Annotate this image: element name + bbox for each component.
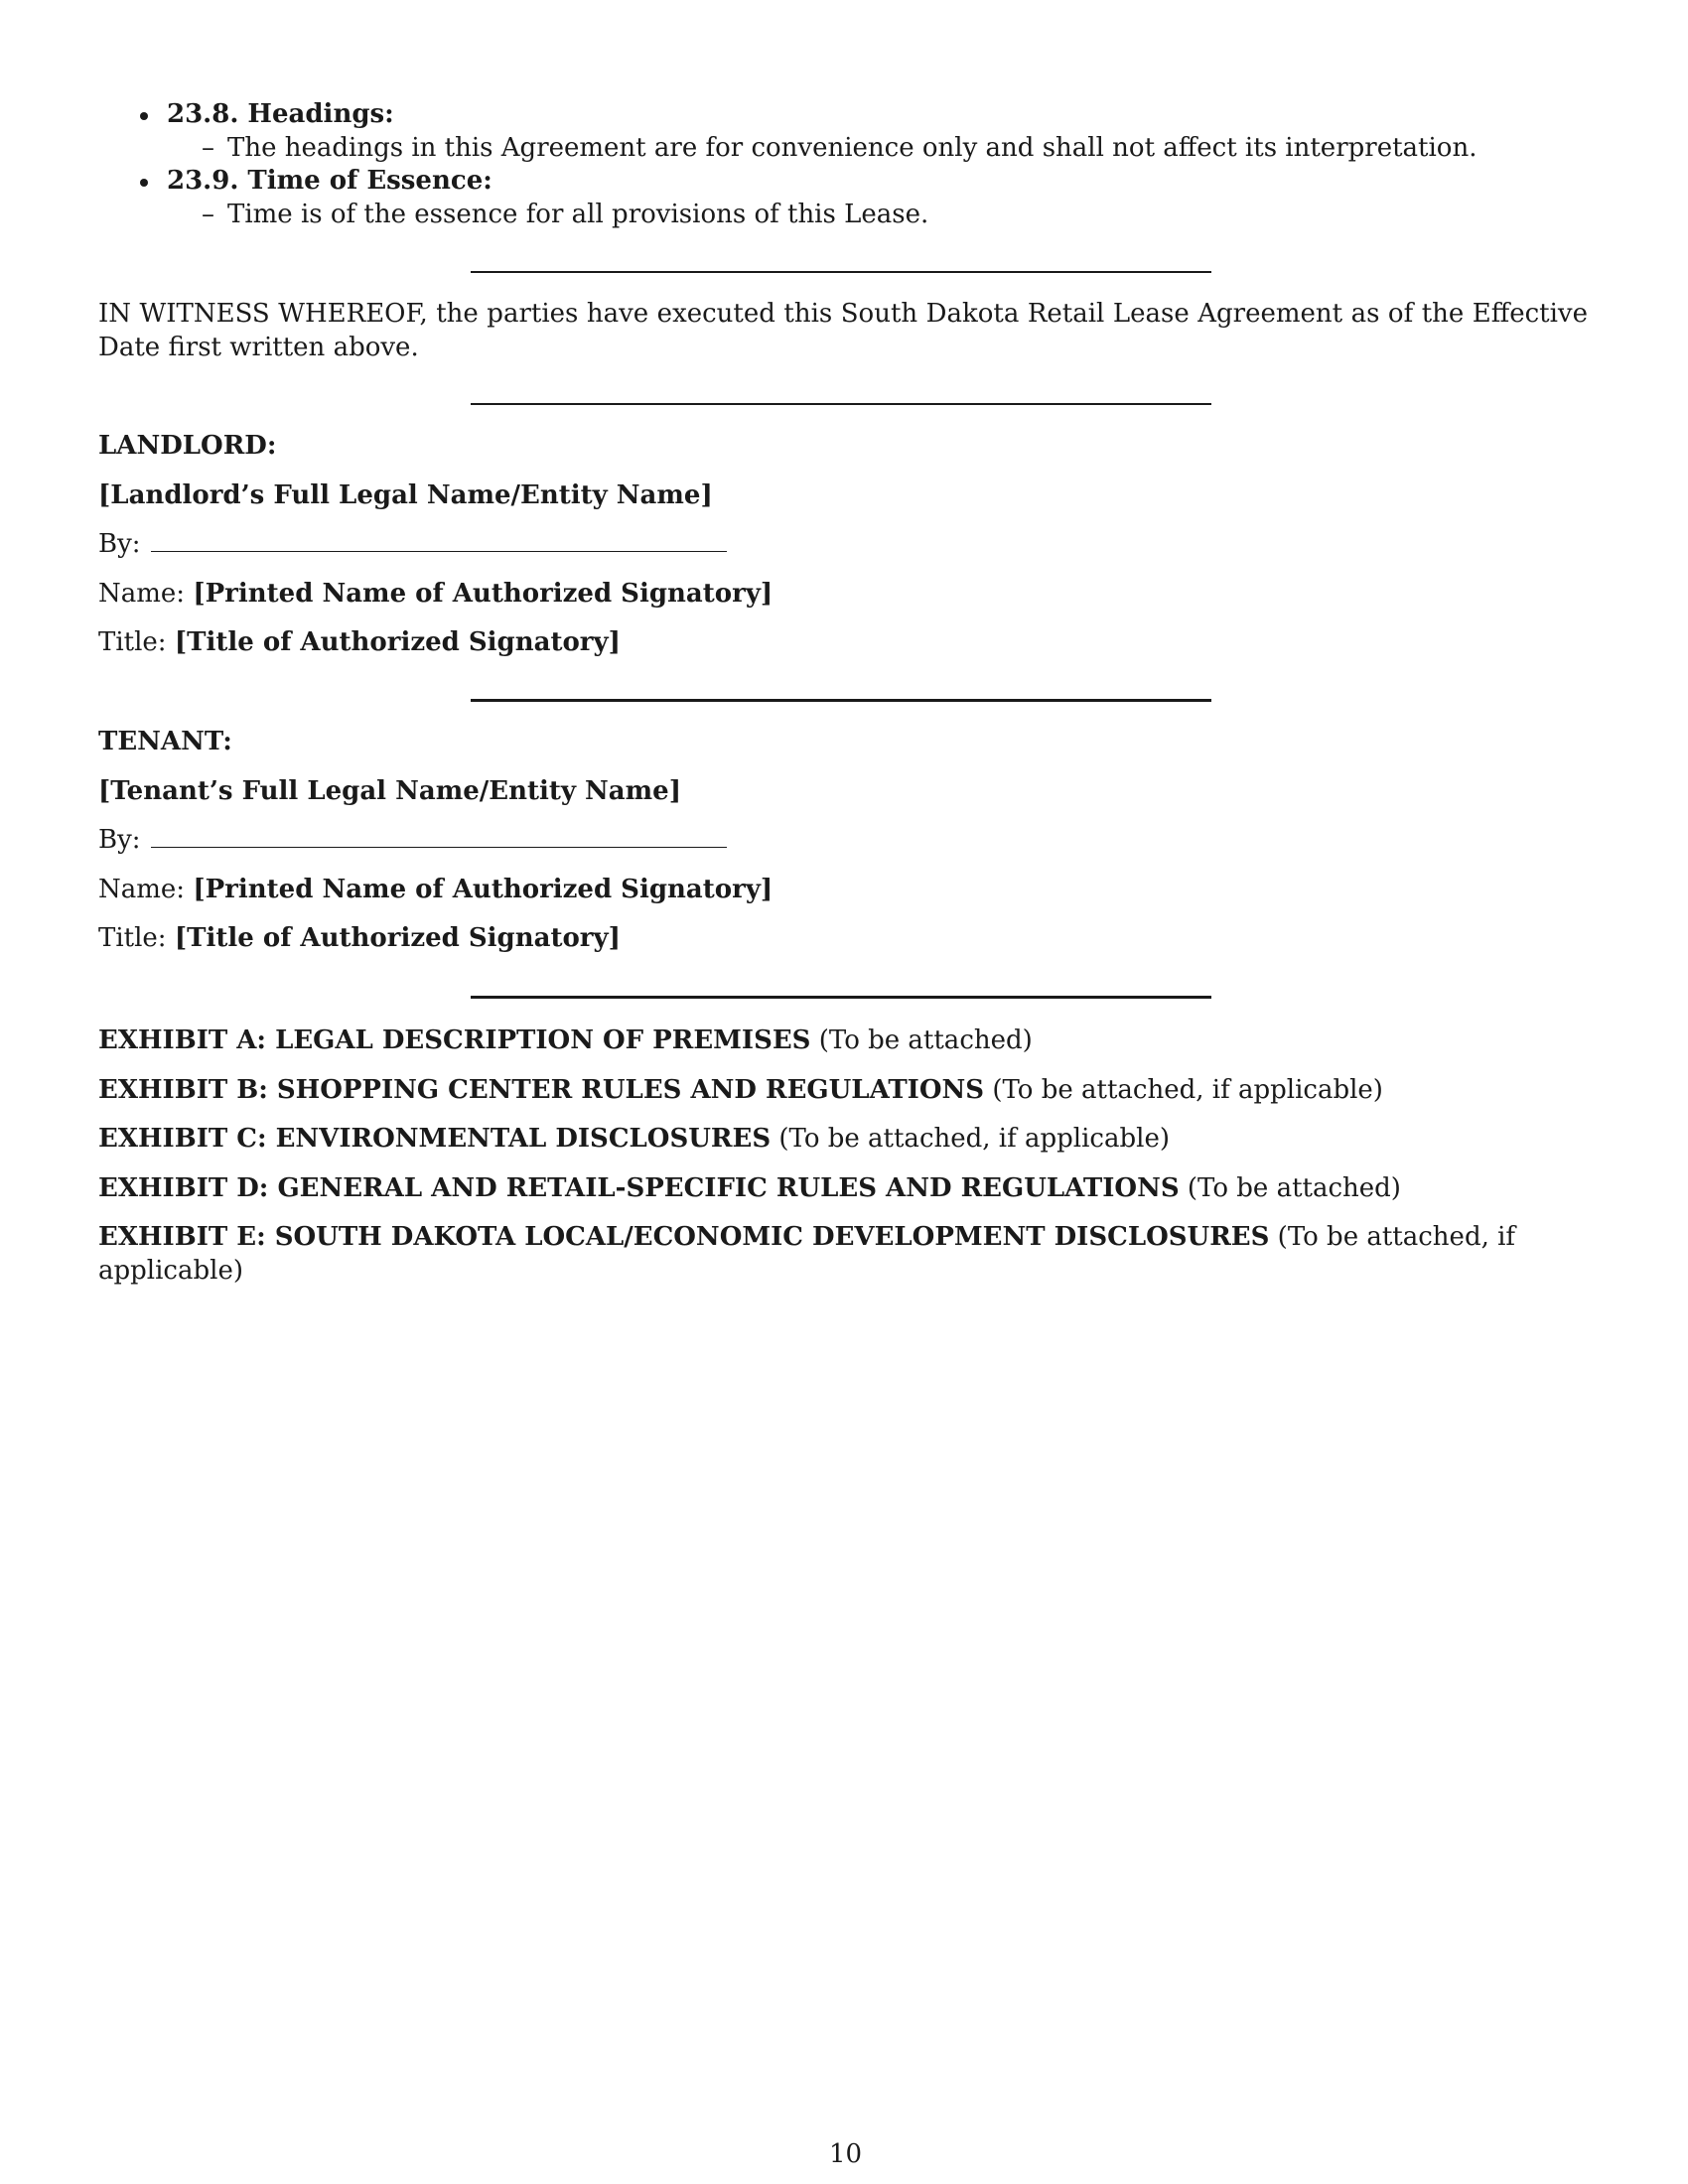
by-label: By: xyxy=(98,825,141,855)
dash-icon: – xyxy=(202,200,214,229)
tenant-name-value: [Printed Name of Authorized Signatory] xyxy=(193,875,774,904)
landlord-name-value: [Printed Name of Authorized Signatory] xyxy=(193,579,774,609)
exhibit-title: EXHIBIT E: SOUTH DAKOTA LOCAL/ECONOMIC DEVELOPMENT DISCLOSURES xyxy=(98,1222,1270,1252)
exhibit-item xyxy=(98,1073,1588,1107)
landlord-label: LANDLORD: xyxy=(98,431,277,461)
landlord-title-value: [Title of Authorized Signatory] xyxy=(174,627,621,657)
tenant-name-row xyxy=(98,875,773,904)
landlord-name-row xyxy=(98,579,773,609)
bullet-icon xyxy=(140,112,148,120)
landlord-title-row xyxy=(98,627,621,657)
name-label: Name: xyxy=(98,579,186,609)
exhibit-item xyxy=(98,1220,1588,1288)
exhibit-note: (To be attached) xyxy=(1187,1173,1401,1203)
tenant-by-row xyxy=(98,825,727,855)
landlord-by-row xyxy=(98,529,727,559)
tenant-entity: [Tenant’s Full Legal Name/Entity Name] xyxy=(98,776,682,806)
bullet-icon xyxy=(140,179,148,187)
tenant-title-value: [Title of Authorized Signatory] xyxy=(174,923,621,953)
exhibit-note: (To be attached, if applicable) xyxy=(98,1222,1516,1286)
witness-paragraph: IN WITNESS WHEREOF, the parties have executed this South Dakota Retail Lease Agreement as of the Effective Date first written above. xyxy=(98,299,1588,362)
exhibit-item xyxy=(98,1171,1588,1205)
horizontal-rule xyxy=(471,271,1211,273)
exhibit-title: EXHIBIT D: GENERAL AND RETAIL-SPECIFIC RULES AND REGULATIONS xyxy=(98,1173,1180,1203)
horizontal-rule xyxy=(471,996,1211,999)
name-label: Name: xyxy=(98,875,186,904)
exhibit-note: (To be attached) xyxy=(818,1025,1033,1055)
section-text: The headings in this Agreement are for convenience only and shall not affect its interpretation. xyxy=(227,133,1477,163)
landlord-entity: [Landlord’s Full Legal Name/Entity Name] xyxy=(98,480,713,510)
page-number: 10 xyxy=(829,2139,863,2169)
by-label: By: xyxy=(98,529,141,559)
section-heading: 23.8. Headings: xyxy=(167,99,394,129)
section-text: Time is of the essence for all provisions of this Lease. xyxy=(227,200,929,229)
exhibit-title: EXHIBIT C: ENVIRONMENTAL DISCLOSURES xyxy=(98,1124,772,1154)
exhibit-note: (To be attached, if applicable) xyxy=(778,1124,1170,1154)
exhibit-item xyxy=(98,1024,1588,1057)
dash-icon: – xyxy=(202,133,214,163)
landlord-signature-line[interactable] xyxy=(151,550,727,552)
tenant-title-row xyxy=(98,923,621,953)
exhibit-note: (To be attached, if applicable) xyxy=(992,1075,1383,1105)
title-label: Title: xyxy=(98,923,167,953)
exhibit-title: EXHIBIT A: LEGAL DESCRIPTION OF PREMISES xyxy=(98,1025,811,1055)
horizontal-rule xyxy=(471,699,1211,702)
exhibit-item xyxy=(98,1122,1588,1156)
tenant-label: TENANT: xyxy=(98,727,232,756)
section-heading: 23.9. Time of Essence: xyxy=(167,166,492,196)
tenant-signature-line[interactable] xyxy=(151,846,727,848)
horizontal-rule xyxy=(471,403,1211,405)
title-label: Title: xyxy=(98,627,167,657)
exhibit-title: EXHIBIT B: SHOPPING CENTER RULES AND REGULATIONS xyxy=(98,1075,985,1105)
